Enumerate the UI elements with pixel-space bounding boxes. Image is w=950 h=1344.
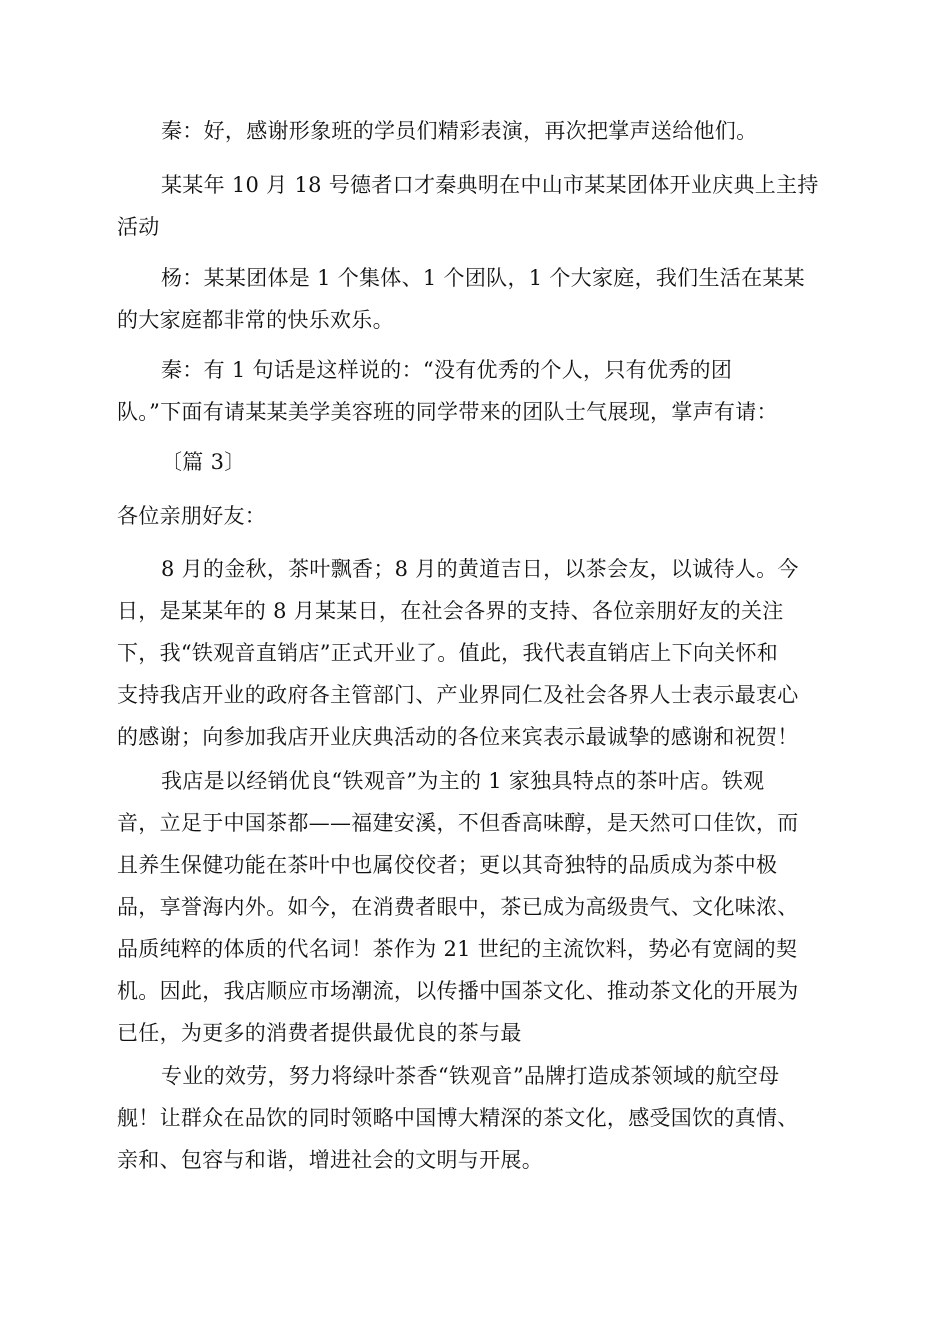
text-line: 的大家庭都非常的快乐欢乐。 [117,308,394,332]
text-line: 音，立足于中国茶都——福建安溪，不但香高味醇，是天然可口佳饮，而 [117,811,799,835]
paragraph-event-date [117,164,835,248]
section-heading [117,441,835,483]
text-line: 舰！让群众在品饮的同时领略中国博大精深的茶文化，感受国饮的真情、 [117,1106,799,1130]
greeting [117,495,835,537]
paragraph-qin-quote [117,349,835,433]
text-line: 且养生保健功能在茶叶中也属佼佼者；更以其奇独特的品质成为茶中极 [117,853,778,877]
text-line: 8 月的金秋，茶叶飘香；8 月的黄道吉日，以茶会友，以诚待人。今 [161,557,799,581]
text-line: 各位亲朋好友： [117,504,267,528]
text-line: 支持我店开业的政府各主管部门、产业界同仁及社会各界人士表示最衷心 [117,683,799,707]
text-line: 的感谢；向参加我店开业庆典活动的各位来宾表示最诚挚的感谢和祝贺！ [117,725,799,749]
paragraph-qin-thanks [117,110,835,152]
text-line: 日，是某某年的 8 月某某日，在社会各界的支持、各位亲朋好友的关注 [117,599,784,623]
text-line: 已任，为更多的消费者提供最优良的茶与最 [117,1021,522,1045]
text-line: 品，享誉海内外。如今，在消费者眼中，茶已成为高级贵气、文化味浓、 [117,895,799,919]
text-line: 秦：有 1 句话是这样说的：“没有优秀的个人，只有优秀的团 [161,358,733,382]
text-line: 某某年 10 月 18 号德者口才秦典明在中山市某某团体开业庆典上主持 [161,173,819,197]
paragraph-closing [117,1055,835,1181]
paragraph-store-intro [117,760,835,1054]
text-line: 下，我“铁观音直销店”正式开业了。值此，我代表直销店上下向关怀和 [117,641,779,665]
text-line: 队。”下面有请某某美学美容班的同学带来的团队士气展现，掌声有请： [117,400,778,424]
paragraph-opening [117,548,835,758]
text-line: 专业的效劳，努力将绿叶茶香“铁观音”品牌打造成茶领域的航空母 [161,1064,780,1088]
text-line: 品质纯粹的体质的代名词！茶作为 21 世纪的主流饮料，势必有宽阔的契 [117,937,798,961]
text-line: 杨：某某团体是 1 个集体、1 个团队，1 个大家庭，我们生活在某某 [161,266,805,290]
text-line: 亲和、包容与和谐，增进社会的文明与开展。 [117,1148,543,1172]
text-line: 机。因此，我店顺应市场潮流，以传播中国茶文化、推动茶文化的开展为 [117,979,799,1003]
text-line: 我店是以经销优良“铁观音”为主的 1 家独具特点的茶叶店。铁观 [161,769,765,793]
text-line: 活动 [117,215,160,239]
text-line: 秦：好，感谢形象班的学员们精彩表演，再次把掌声送给他们。 [161,119,758,143]
text-line: 〔篇 3〕 [161,450,246,474]
paragraph-yang [117,257,835,341]
